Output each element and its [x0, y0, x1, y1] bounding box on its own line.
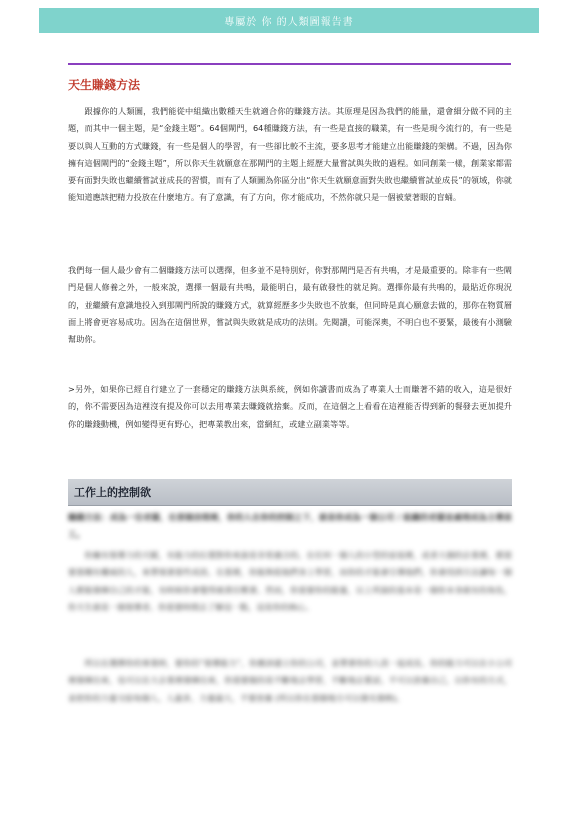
section-title-work-control: 工作上的控制欲: [74, 486, 151, 499]
section-header-box-work-control: [68, 479, 512, 506]
blurred-method-summary: 賺錢方法：成為一位老闆，在那個房間裡，你的人在你的控制之下，就是你成為一個公司 / 組織的老闆並處理成為主導員工。: [68, 512, 512, 540]
blurred-paragraph-1: 你擁有領導力的天賦，有能力的位置對你來說是非常適合的。在任何一個人的小型的家庭裡，或者大個的企業裡，都需要那種有權威的人，來帶領著那些成員。在那裡，你能夠從他們身上學習，而你的才能會引導他們。你會找到方法讓每一個人都能發揮自己的才能，有時候你會覺得被責任壓著。然而，你需要你的能量，以上所說的基本是一個你本身就有的角色，你天生就是一個領導者。你需要時間去了解這一點，這是你的核心。: [68, 550, 512, 612]
section1-paragraph-2: 我們每一個人最少會有二個賺錢方法可以選擇，但多並不是特別好，你對那閘門是否有共鳴，才是最重要的。除非有一些閘門是個人修養之外，一般來說，選擇一個最有共鳴，最能明白，最有啟發性的就足夠。選擇你最有共鳴的，最貼近你現況的，並繼續有意識地投入到那閘門所說的賺錢方式，就算經歷多少失敗也不放棄，但同時是真心願意去做的，那你在物質層面上將會更容易成功。因為在這個世界，嘗試與失敗就是成功的法則。先閱讀，可能深奧，不明白也不要緊，最後有小測驗幫助你。: [68, 265, 512, 345]
report-header-bar: [39, 8, 539, 33]
blurred-paragraph-2: 所以在選擇你的事業時，要你的“領導能力”，你應該建立你的公司，並帶著你的人員一起成長。你的能力可以在小公司裡發揮出來，也可以在大企業裡發揮出來，你需要做的是不斷地去學習，不斷地去嘗試。不可以放棄自己，以你有的方式，並把你的力量交給每個人。人最多，力量最大，不要放棄 (所以你在那個地方可以發光發熱)。: [68, 658, 512, 703]
purple-divider: [68, 63, 511, 65]
report-header-title: 專屬於 你 的人類圖報告書: [224, 17, 354, 28]
section1-paragraph-3: >另外，如果你已經自行建立了一套穩定的賺錢方法與系統，例如你讀書而成為了專業人士而賺著不錯的收入，這是很好的，你不需要因為這裡沒有提及你可以去用專業去賺錢就捨棄。反而，在這個之上看看在這裡能否得到新的餐發去更加提升你的賺錢動機，例如變得更有野心，把專業教出來，當網紅，或建立副業等等。: [68, 384, 512, 429]
section-title-earning-method: 天生賺錢方法: [68, 78, 141, 92]
section1-paragraph-1: 跟據你的人類圖，我們能從中組織出數種天生就適合你的賺錢方法。其原理是因為我們的能量，還會細分做不同的主題，而其中一個主題，是“金錢主題”。64個閘門，64種賺錢方法，有一些是直接的職業，有一些是現今流行的，有一些是要以與人互動的方式賺錢，有一些是個人的學習，有一些卻比較不主流，要多思考才能建立出能賺錢的架構。不過，因為你擁有這個閘門的“金錢主題”，所以你天生就願意在那閘門的主題上經歷大量嘗試與失敗的過程。如同創業一樣，創業家都需要有面對失敗也繼續嘗試並成長的習慣，而有了人類圖為你區分出“你天生就願意面對失敗也繼續嘗試並成長”的領域，你就能知道應該把精力投放在什麼地方。有了意識，有了方向，你才能成功，不然你就只是一個被蒙著眼的盲蛹。: [68, 106, 512, 203]
